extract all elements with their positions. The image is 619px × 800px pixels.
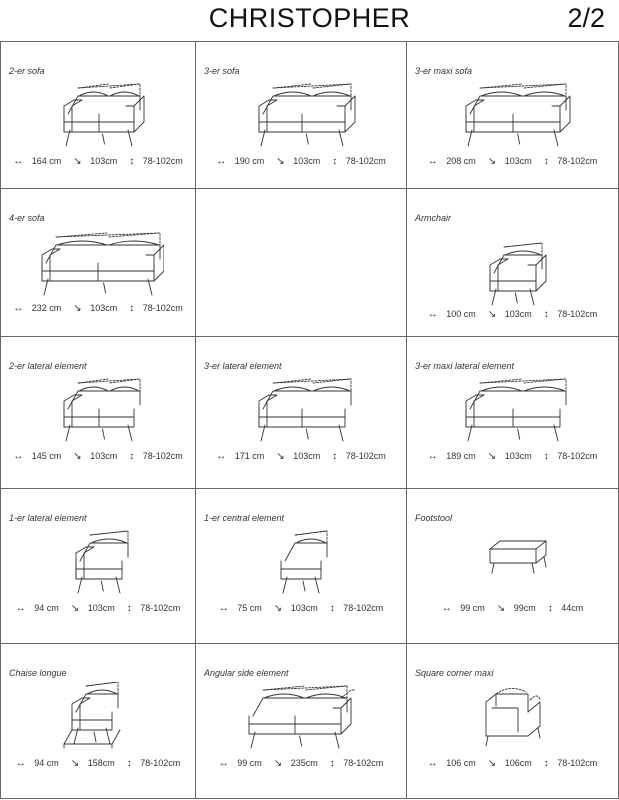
- height-value: 78-102cm: [557, 758, 598, 768]
- page-number: 2/2: [567, 3, 605, 33]
- height-arrow-icon: ↕: [129, 451, 135, 462]
- product-cell-1-er-lateral-element: [0, 489, 196, 644]
- product-drawing: [34, 229, 164, 304]
- height-arrow-icon: ↕: [543, 309, 549, 320]
- depth-value: 103cm: [504, 451, 532, 461]
- product-name: Angular side element: [204, 668, 289, 678]
- product-name: 3-er sofa: [204, 66, 240, 76]
- width-arrow-icon: ↔: [427, 451, 438, 462]
- depth-value: 235cm: [290, 758, 318, 768]
- height-value: 78-102cm: [140, 758, 181, 768]
- product-drawing: [34, 375, 164, 450]
- depth-value: 103cm: [293, 156, 321, 166]
- depth-arrow-icon: ↘: [70, 603, 80, 614]
- product-name: Chaise longue: [9, 668, 67, 678]
- product-cell-3-er-maxi-sofa: [407, 41, 619, 189]
- width-value: 75 cm: [237, 603, 262, 613]
- empty-cell: [196, 189, 407, 337]
- width-value: 145 cm: [31, 451, 62, 461]
- product-cell-footstool: [407, 489, 619, 644]
- height-arrow-icon: ↕: [332, 156, 338, 167]
- product-name: 3-er lateral element: [204, 361, 282, 371]
- product-grid: [0, 41, 619, 799]
- product-name: 1-er central element: [204, 513, 285, 523]
- width-arrow-icon: ↔: [13, 156, 24, 167]
- product-cell-armchair: [407, 189, 619, 337]
- width-value: 99 cm: [460, 603, 485, 613]
- product-name: 4-er sofa: [9, 213, 45, 223]
- depth-arrow-icon: ↘: [487, 156, 497, 167]
- product-drawing: [34, 527, 164, 602]
- product-drawing: [237, 375, 367, 450]
- product-dimensions: [407, 758, 618, 769]
- width-value: 189 cm: [446, 451, 476, 461]
- product-cell-square-corner-maxi: [407, 644, 619, 799]
- width-arrow-icon: ↔: [427, 309, 438, 320]
- product-name: Footstool: [415, 513, 453, 523]
- product-dimensions: [1, 156, 195, 167]
- height-value: 78-102cm: [343, 758, 384, 768]
- height-arrow-icon: ↕: [129, 156, 135, 167]
- depth-arrow-icon: ↘: [73, 451, 82, 462]
- product-cell-3-er-lateral-element: [196, 337, 407, 489]
- width-arrow-icon: ↔: [15, 603, 26, 614]
- depth-value: 103cm: [90, 451, 118, 461]
- product-dimensions: [407, 309, 618, 320]
- width-value: 94 cm: [34, 603, 59, 613]
- product-name: Square corner maxi: [415, 668, 494, 678]
- height-arrow-icon: ↕: [543, 758, 549, 769]
- product-dimensions: [196, 758, 406, 769]
- product-dimensions: [1, 758, 195, 769]
- height-arrow-icon: ↕: [543, 451, 549, 462]
- product-cell-3-er-maxi-lateral-element: [407, 337, 619, 489]
- product-cell-4-er-sofa: [0, 189, 196, 337]
- product-cell-chaise-longue: [0, 644, 196, 799]
- width-value: 232 cm: [31, 303, 62, 313]
- width-value: 171 cm: [234, 451, 265, 461]
- product-dimensions: [1, 603, 195, 614]
- product-dimensions: [1, 451, 195, 462]
- height-value: 78-102cm: [142, 451, 183, 461]
- product-drawing: [34, 682, 164, 757]
- depth-arrow-icon: ↘: [487, 451, 497, 462]
- product-drawing: [34, 80, 164, 155]
- depth-value: 103cm: [290, 603, 318, 613]
- depth-arrow-icon: ↘: [487, 758, 497, 769]
- page-header: [0, 0, 619, 40]
- depth-value: 106cm: [504, 758, 532, 768]
- product-dimensions: [407, 451, 618, 462]
- width-arrow-icon: ↔: [216, 451, 227, 462]
- depth-value: 158cm: [87, 758, 115, 768]
- product-dimensions: [196, 603, 406, 614]
- product-drawing: [448, 375, 578, 450]
- width-value: 94 cm: [34, 758, 59, 768]
- product-drawing: [448, 527, 578, 602]
- height-arrow-icon: ↕: [126, 758, 132, 769]
- width-arrow-icon: ↔: [15, 758, 26, 769]
- depth-arrow-icon: ↘: [273, 603, 283, 614]
- height-arrow-icon: ↕: [332, 451, 338, 462]
- product-name: 2-er sofa: [9, 66, 45, 76]
- product-drawing: [448, 80, 578, 155]
- height-arrow-icon: ↕: [547, 603, 553, 614]
- depth-arrow-icon: ↘: [276, 451, 285, 462]
- product-cell-2-er-lateral-element: [0, 337, 196, 489]
- height-value: 78-102cm: [142, 156, 183, 166]
- product-cell-1-er-central-element: [196, 489, 407, 644]
- height-arrow-icon: ↕: [126, 603, 132, 614]
- height-arrow-icon: ↕: [329, 758, 335, 769]
- product-drawing: [237, 527, 367, 602]
- height-value: 44cm: [561, 603, 584, 613]
- depth-arrow-icon: ↘: [273, 758, 283, 769]
- depth-value: 103cm: [293, 451, 321, 461]
- height-value: 78-102cm: [345, 451, 386, 461]
- height-arrow-icon: ↕: [329, 603, 335, 614]
- height-value: 78-102cm: [140, 603, 181, 613]
- depth-value: 103cm: [504, 309, 532, 319]
- width-value: 100 cm: [446, 309, 476, 319]
- width-arrow-icon: ↔: [441, 603, 452, 614]
- page-title: CHRISTOPHER: [208, 3, 411, 33]
- product-drawing: [237, 80, 367, 155]
- height-value: 78-102cm: [343, 603, 384, 613]
- product-drawing: [237, 682, 367, 757]
- width-value: 190 cm: [234, 156, 265, 166]
- product-dimensions: [407, 603, 618, 614]
- depth-value: 103cm: [90, 303, 118, 313]
- width-arrow-icon: ↔: [218, 603, 229, 614]
- width-value: 208 cm: [446, 156, 476, 166]
- depth-arrow-icon: ↘: [487, 309, 497, 320]
- height-value: 78-102cm: [557, 451, 598, 461]
- width-value: 106 cm: [446, 758, 476, 768]
- product-name: 3-er maxi lateral element: [415, 361, 515, 371]
- depth-arrow-icon: ↘: [496, 603, 506, 614]
- depth-value: 103cm: [87, 603, 115, 613]
- width-value: 99 cm: [237, 758, 262, 768]
- height-arrow-icon: ↕: [543, 156, 549, 167]
- depth-value: 103cm: [90, 156, 118, 166]
- product-name: Armchair: [415, 213, 452, 223]
- width-arrow-icon: ↔: [218, 758, 229, 769]
- depth-value: 103cm: [504, 156, 532, 166]
- product-dimensions: [1, 303, 195, 314]
- product-dimensions: [407, 156, 618, 167]
- product-cell-angular-side-element: [196, 644, 407, 799]
- product-name: 3-er maxi sofa: [415, 66, 473, 76]
- depth-value: 99cm: [513, 603, 536, 613]
- product-drawing: [448, 682, 578, 757]
- product-dimensions: [196, 156, 406, 167]
- width-arrow-icon: ↔: [427, 156, 438, 167]
- width-arrow-icon: ↔: [13, 451, 24, 462]
- height-value: 78-102cm: [142, 303, 183, 313]
- product-cell-2-er-sofa: [0, 41, 196, 189]
- depth-arrow-icon: ↘: [73, 303, 82, 314]
- height-value: 78-102cm: [557, 309, 598, 319]
- width-arrow-icon: ↔: [427, 758, 438, 769]
- product-dimensions: [196, 451, 406, 462]
- depth-arrow-icon: ↘: [276, 156, 285, 167]
- width-arrow-icon: ↔: [13, 303, 24, 314]
- width-value: 164 cm: [31, 156, 62, 166]
- height-arrow-icon: ↕: [129, 303, 135, 314]
- product-name: 2-er lateral element: [9, 361, 87, 371]
- height-value: 78-102cm: [345, 156, 386, 166]
- height-value: 78-102cm: [557, 156, 598, 166]
- depth-arrow-icon: ↘: [70, 758, 80, 769]
- product-cell-3-er-sofa: [196, 41, 407, 189]
- depth-arrow-icon: ↘: [73, 156, 82, 167]
- product-drawing: [448, 239, 578, 314]
- product-name: 1-er lateral element: [9, 513, 87, 523]
- width-arrow-icon: ↔: [216, 156, 227, 167]
